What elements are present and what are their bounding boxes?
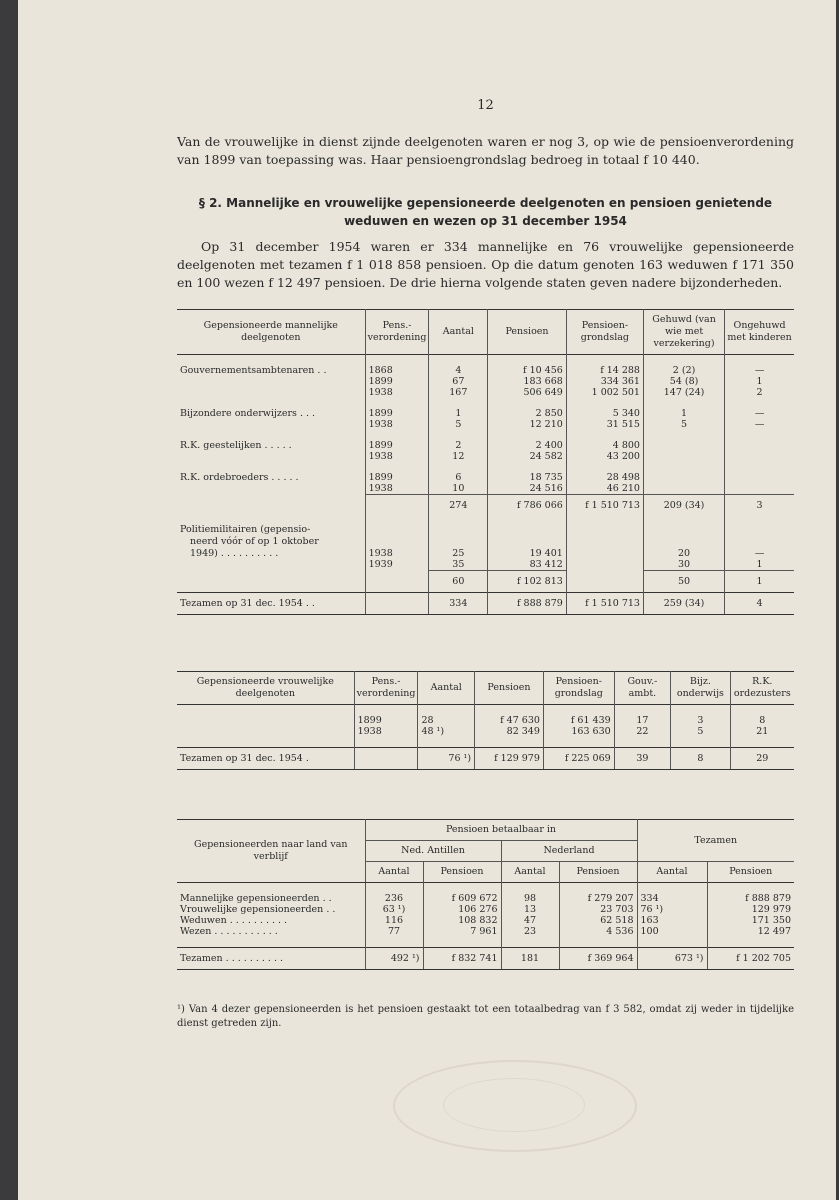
row-label: Weduwen . . . . . . . . . . xyxy=(180,915,288,926)
cell: 28 xyxy=(421,715,434,726)
cell: 1938 xyxy=(368,451,393,462)
t1-header-aantal: Aantal xyxy=(429,310,488,355)
cell: f 14 288 xyxy=(600,365,640,376)
t1-header-gehuwd: Gehuwd (van wie met verzekering) xyxy=(643,310,724,355)
footnote: ¹) Van 4 dezer gepensioneerden is het pensioen gestaakt tot een totaalbedrag van f 3 582, omdat zij weder in tijdelijke dienst getreden zijn. xyxy=(177,1004,794,1029)
cell: 1899 xyxy=(368,408,393,419)
cell: 167 xyxy=(449,387,468,398)
cell: — xyxy=(754,365,765,376)
cell: 492 ¹) xyxy=(365,948,423,970)
cell: 274 xyxy=(429,495,488,517)
t3-header-antillen: Ned. Antillen xyxy=(365,841,501,862)
page-number: 12 xyxy=(477,98,494,113)
table-row xyxy=(177,926,794,937)
cell: 25 xyxy=(452,548,465,559)
cell: 1 xyxy=(756,559,763,570)
table-row xyxy=(177,904,794,915)
cell: f 1 510 713 xyxy=(566,495,643,517)
cell: 1938 xyxy=(368,419,393,430)
row-label: 1949) . . . . . . . . . . xyxy=(190,548,279,559)
cell: 236 xyxy=(365,893,423,904)
cell: f 225 069 xyxy=(543,748,614,770)
table-row xyxy=(177,915,794,926)
cell: 181 xyxy=(501,948,559,970)
cell: 1899 xyxy=(357,715,382,726)
row-label: neerd vóór of op 1 oktober xyxy=(190,536,319,547)
section-paragraph: Op 31 december 1954 waren er 334 mannelijke en 76 vrouwelijke gepensioneerde deelgenoten met tezamen f 1 018 858 pensioen. Op die datum genoten 163 weduwen f 171 350 en 100 wezen f 12 497 pensioen. De drie hierna volgende staten geven nadere bijzonderheden. xyxy=(177,239,794,290)
t1-header-grondslag: Pensioen-grondslag xyxy=(566,310,643,355)
cell: 1938 xyxy=(357,726,382,737)
cell: 29 xyxy=(730,748,794,770)
cell: 76 ¹) xyxy=(418,748,475,770)
cell: 334 xyxy=(637,893,707,904)
t1-header-category: Gepensioneerde mannelijke deelgenoten xyxy=(203,320,338,343)
cell: 63 ¹) xyxy=(365,904,423,915)
cell: 1899 xyxy=(368,440,393,451)
cell: 48 ¹) xyxy=(421,726,445,737)
cell: 209 (34) xyxy=(643,495,724,517)
table-row xyxy=(177,472,794,495)
cell: 24 582 xyxy=(529,451,563,462)
table-female-pensioners xyxy=(177,671,794,770)
t3-header-pensioen: Pensioen xyxy=(707,862,794,883)
cell: 5 xyxy=(681,419,688,430)
cell: 54 (8) xyxy=(669,376,699,387)
cell: 1938 xyxy=(368,548,393,559)
subtotal-row xyxy=(177,495,794,517)
cell: 6 xyxy=(455,472,462,483)
cell: 2 400 xyxy=(535,440,563,451)
section-heading: § 2. Mannelijke en vrouwelijke gepensioneerde deelgenoten en pensioen genietende weduwen en wezen op 31 december 1954 xyxy=(198,196,773,228)
cell: 60 xyxy=(429,571,488,593)
total-row xyxy=(177,948,794,970)
cell: 62 518 xyxy=(559,915,637,926)
cell: 1938 xyxy=(368,483,393,494)
cell: 1 002 501 xyxy=(591,387,640,398)
row-label: Politiemilitairen (gepensio- xyxy=(180,524,311,535)
cell: 171 350 xyxy=(707,915,794,926)
cell: 30 xyxy=(678,559,691,570)
cell: 108 832 xyxy=(423,915,501,926)
t3-header-group: Pensioen betaalbaar in xyxy=(365,820,637,841)
cell: 13 xyxy=(501,904,559,915)
cell: 1 xyxy=(681,408,688,419)
t2-header-rk: R.K. ordezusters xyxy=(730,672,794,705)
cell: 4 800 xyxy=(612,440,640,451)
cell: 116 xyxy=(365,915,423,926)
row-label: Gouvernementsambtenaren . . xyxy=(180,365,327,376)
cell: 506 649 xyxy=(523,387,563,398)
t2-header-bijz: Bijz. onderwijs xyxy=(671,672,730,705)
total-row xyxy=(177,593,794,615)
cell: 39 xyxy=(614,748,670,770)
cell: 76 ¹) xyxy=(637,904,707,915)
cell: 77 xyxy=(365,926,423,937)
cell: 83 412 xyxy=(529,559,563,570)
cell: 1 xyxy=(756,376,763,387)
cell: 673 ¹) xyxy=(637,948,707,970)
cell: 2 xyxy=(455,440,462,451)
document-page xyxy=(18,0,836,1200)
total-row xyxy=(177,748,794,770)
cell: 163 xyxy=(637,915,707,926)
cell: 35 xyxy=(452,559,465,570)
cell: f 61 439 xyxy=(570,715,611,726)
cell: 1 xyxy=(455,408,462,419)
t2-header-verordening: Pens.-verordening xyxy=(354,672,418,705)
row-label: Wezen . . . . . . . . . . . xyxy=(180,926,278,937)
table-row xyxy=(177,365,794,398)
library-stamp-inner xyxy=(443,1078,585,1132)
cell: 5 340 xyxy=(612,408,640,419)
cell: 31 515 xyxy=(606,419,640,430)
cell: f 102 813 xyxy=(488,571,567,593)
row-label: Tezamen op 31 dec. 1954 . xyxy=(177,748,354,770)
cell: 46 210 xyxy=(606,483,640,494)
cell: 24 516 xyxy=(529,483,563,494)
t2-header-category: Gepensioneerde vrouwelijke deelgenoten xyxy=(196,676,334,699)
cell: 20 xyxy=(678,548,691,559)
cell: 8 xyxy=(671,748,730,770)
t3-header-tezamen: Tezamen xyxy=(637,820,794,862)
cell: 163 630 xyxy=(571,726,611,737)
t3-header-aantal: Aantal xyxy=(637,862,707,883)
cell: 5 xyxy=(455,419,462,430)
cell: 43 200 xyxy=(606,451,640,462)
table-male-pensioners xyxy=(177,309,794,615)
row-label: Mannelijke gepensioneerden . . xyxy=(180,893,332,904)
cell: 5 xyxy=(697,726,704,737)
cell: 82 349 xyxy=(506,726,540,737)
row-label: R.K. ordebroeders . . . . . xyxy=(180,472,299,483)
cell: 1899 xyxy=(368,472,393,483)
t3-header-aantal: Aantal xyxy=(501,862,559,883)
cell: 18 735 xyxy=(529,472,563,483)
t3-header-category: Gepensioneerden naar land van verblijf xyxy=(177,820,365,883)
cell: 67 xyxy=(452,376,465,387)
cell: 12 210 xyxy=(529,419,563,430)
cell: 1939 xyxy=(368,559,393,570)
t2-header-aantal: Aantal xyxy=(418,672,475,705)
cell: f 279 207 xyxy=(559,893,637,904)
table-row xyxy=(177,715,794,737)
t1-header-pensioen: Pensioen xyxy=(488,310,567,355)
cell: f 609 672 xyxy=(423,893,501,904)
t2-header-grondslag: Pensioen-grondslag xyxy=(543,672,614,705)
cell: 334 xyxy=(429,593,488,615)
cell: 50 xyxy=(643,571,724,593)
t2-header-gouv: Gouv.-ambt. xyxy=(614,672,670,705)
cell: 2 xyxy=(756,387,763,398)
cell: 100 xyxy=(637,926,707,937)
cell: 12 xyxy=(452,451,465,462)
cell: 4 536 xyxy=(559,926,637,937)
row-label: Tezamen op 31 dec. 1954 . . xyxy=(177,593,365,615)
cell: f 832 741 xyxy=(423,948,501,970)
cell: — xyxy=(754,408,765,419)
cell: 47 xyxy=(501,915,559,926)
cell: f 129 979 xyxy=(475,748,544,770)
t3-header-nederland: Nederland xyxy=(501,841,637,862)
table-row xyxy=(177,408,794,430)
cell: 17 xyxy=(636,715,649,726)
cell: 183 668 xyxy=(523,376,563,387)
cell: f 1 510 713 xyxy=(566,593,643,615)
cell: f 369 964 xyxy=(559,948,637,970)
subtotal-row xyxy=(177,571,794,593)
cell: 22 xyxy=(636,726,649,737)
row-label: Bijzondere onderwijzers . . . xyxy=(180,408,316,419)
cell: 19 401 xyxy=(529,548,563,559)
t3-header-aantal: Aantal xyxy=(365,862,423,883)
cell: 12 497 xyxy=(707,926,794,937)
t2-header-pensioen: Pensioen xyxy=(475,672,544,705)
cell: f 888 879 xyxy=(707,893,794,904)
cell: 1 xyxy=(725,571,794,593)
cell: — xyxy=(754,548,765,559)
cell: 8 xyxy=(759,715,766,726)
table-row xyxy=(177,440,794,462)
row-label: R.K. geestelijken . . . . . xyxy=(180,440,292,451)
cell: f 786 066 xyxy=(488,495,567,517)
cell: 23 703 xyxy=(559,904,637,915)
cell: 1868 xyxy=(368,365,393,376)
cell: 98 xyxy=(501,893,559,904)
t1-header-verordening: Pens.-verordening xyxy=(365,310,429,355)
cell: 21 xyxy=(756,726,769,737)
cell: f 10 456 xyxy=(523,365,563,376)
t3-header-pensioen: Pensioen xyxy=(423,862,501,883)
cell: 10 xyxy=(452,483,465,494)
cell: f 888 879 xyxy=(488,593,567,615)
cell: 129 979 xyxy=(707,904,794,915)
cell: 4 xyxy=(455,365,462,376)
cell: 2 850 xyxy=(535,408,563,419)
row-label: Vrouwelijke gepensioneerden . . xyxy=(180,904,336,915)
table-row xyxy=(177,893,794,904)
table-by-country xyxy=(177,819,794,970)
row-label: Tezamen . . . . . . . . . . xyxy=(177,948,365,970)
cell: 259 (34) xyxy=(643,593,724,615)
cell: 1899 xyxy=(368,376,393,387)
cell: 7 961 xyxy=(423,926,501,937)
cell: f 1 202 705 xyxy=(707,948,794,970)
t3-header-pensioen: Pensioen xyxy=(559,862,637,883)
cell: 2 (2) xyxy=(672,365,696,376)
table-row xyxy=(177,516,794,571)
cell: f 47 630 xyxy=(500,715,540,726)
cell: 28 498 xyxy=(606,472,640,483)
cell: 3 xyxy=(725,495,794,517)
intro-paragraph: Van de vrouwelijke in dienst zijnde deelgenoten waren er nog 3, op wie de pensioenverordening van 1899 van toepassing was. Haar pensioengrondslag bedroeg in totaal f 10 440. xyxy=(177,134,794,167)
cell: 1938 xyxy=(368,387,393,398)
t1-header-ongehuwd: Ongehuwd met kinderen xyxy=(725,310,794,355)
cell: 106 276 xyxy=(423,904,501,915)
cell: 334 361 xyxy=(600,376,640,387)
cell: — xyxy=(754,419,765,430)
cell: 147 (24) xyxy=(663,387,705,398)
cell: 4 xyxy=(725,593,794,615)
cell: 23 xyxy=(501,926,559,937)
cell: 3 xyxy=(697,715,704,726)
